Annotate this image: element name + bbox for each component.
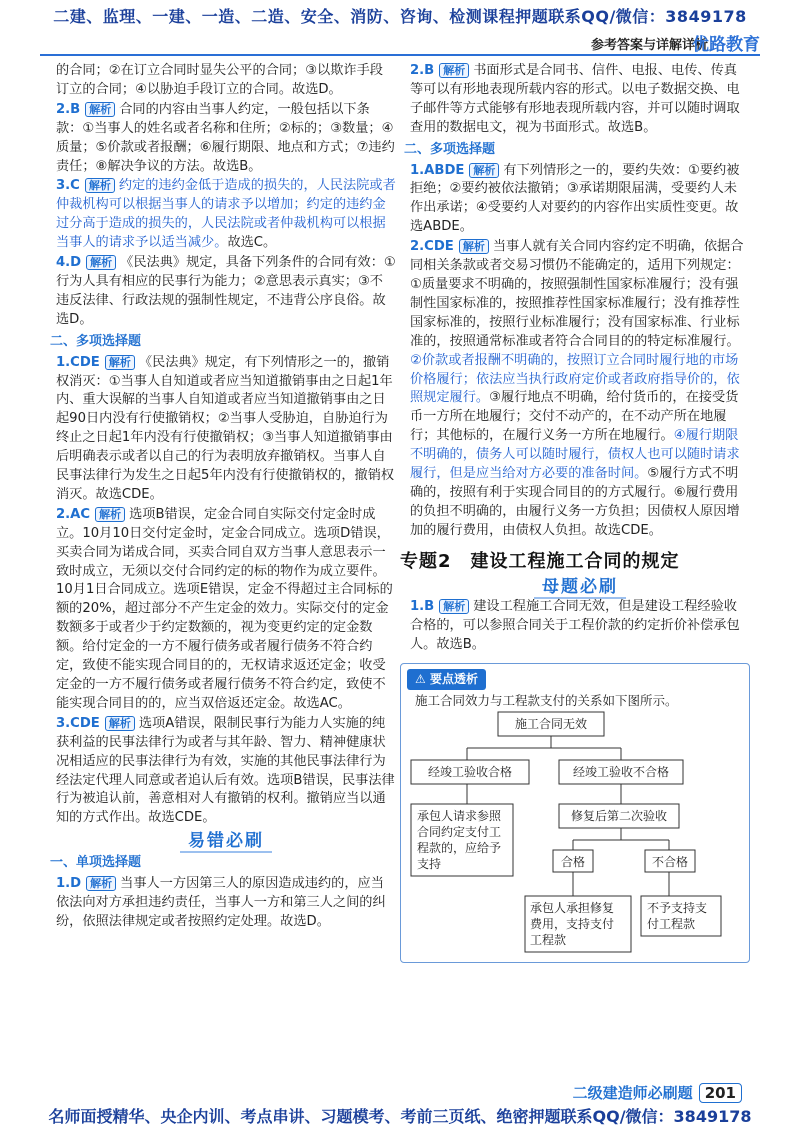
- answer-text: 选项A错误，限制民事行为能力人实施的纯获利益的民事法律行为或者与其年龄、智力、精神健康状况相适应的民事法律行为有效，实施的其他民事法律行为经法定代理人同意或者追认后有效。选项B错误，民事法律行为被追认前，善意相对人有撤销的权利。撤销应当以通知的方式作出。故选CDE。: [56, 715, 395, 826]
- right-column: [400, 62, 750, 963]
- answer-item: [56, 715, 396, 828]
- node-label: 修复后第二次验收: [570, 809, 668, 824]
- answer-text: 建设工程施工合同无效，但是建设工程经验收合格的，可以参照合同关于工程价款的约定折价补偿承包人。故选B。: [410, 599, 740, 653]
- node-label: 工程款: [530, 933, 567, 948]
- key-point-header: ⚠ 要点透析: [407, 669, 486, 690]
- node-label: 程款的，应给予: [417, 841, 502, 856]
- answer-item: [56, 354, 396, 505]
- highlighted-text: 约定的违约金低于造成的损失的，人民法院或者仲裁机构可以根据当事人的请求予以增加；约定的违约金过分高于造成的损失的，人民法院或者仲裁机构可以根据当事人的请求予以适当减少。: [56, 178, 396, 251]
- answer-text: ⑤履行方式不明确的，按照有利于实现合同目的的方式履行。⑥履行费用的负担不明确的，由履行义务一方负担；因债权人原因增加的履行费用，由债权人负担。故选CDE。: [410, 466, 740, 538]
- analysis-tag: 解析: [86, 876, 116, 891]
- answer-number: 1.D: [56, 876, 82, 892]
- top-ad-banner: 二建、监理、一建、一造、二造、安全、消防、咨询、检测课程押题联系QQ/微信：3849178: [53, 7, 747, 26]
- node-label: 合同约定支付工: [417, 825, 502, 840]
- node-label: 经竣工验收合格: [427, 765, 513, 780]
- answer-text: 《民法典》规定，有下列情形之一的，撤销权消灭：①当事人自知道或者应当知道撤销事由之日起1年内、重大误解的当事人自知道或者应当知道撤销事由之日起90日内没有行使撤销权；②当事人受胁迫，自胁迫行为终止之日起1年内没有行使撤销权；③当事人知道撤销事由后明确表示或者以自己的行为表明放弃撤销权。当事人自民事法律行为发生之日起5年内没有行使撤销权的，撤销权消灭。故选CDE。: [56, 354, 395, 502]
- analysis-tag: 解析: [459, 239, 489, 254]
- key-point-intro: 施工合同效力与工程款支付的关系如下图所示。: [415, 693, 678, 709]
- answer-item: [410, 62, 750, 138]
- band-label: 易错必刷: [180, 831, 272, 853]
- flow-diagram: [401, 704, 747, 964]
- answer-item: [56, 254, 396, 330]
- analysis-tag: 解析: [469, 163, 499, 178]
- answer-text: 书面形式是合同书、信件、电报、电传、传真等可以有形地表现所载内容的形式。以电子数据交换、电子邮件等方式能够有形地表现所载内容，并可以随时调取查用的数据电文，视为书面形式。故选B。: [410, 63, 740, 135]
- answer-item: [410, 238, 750, 541]
- analysis-tag: 解析: [85, 178, 115, 193]
- answer-text: 当事人一方因第三人的原因造成违约的，应当依法向对方承担违约责任，当事人一方和第三人之间的纠纷，依照法律规定或者按照约定处理。故选D。: [56, 876, 386, 929]
- answer-text: 有下列情形之一的，要约失效：①要约被拒绝；②要约被依法撤销；③承诺期限届满，受要约人未作出承诺；④受要约人对要约的内容作出实质性变更。故选ABDE。: [410, 162, 740, 235]
- answer-item: [410, 598, 750, 655]
- analysis-tag: 解析: [85, 102, 115, 117]
- answer-number: 3.CDE: [56, 715, 100, 731]
- bottom-ad-banner: 名师面授精华、央企内训、考点串讲、习题模考、考前三页纸、绝密押题联系QQ/微信：3849178: [48, 1107, 752, 1126]
- answer-item: [56, 177, 396, 253]
- highlighted-text: ②价款或者报酬不明确的，按照订立合同时履行地的市场价格履行；依法应当执行政府定价或者政府指导价的，依照规定履行。: [410, 352, 740, 406]
- analysis-tag: 解析: [95, 507, 125, 522]
- section-heading: 二、多项选择题: [404, 141, 496, 157]
- answer-item: [410, 162, 750, 238]
- node-label: 经竣工验收不合格: [572, 765, 670, 780]
- answer-item: [56, 875, 396, 932]
- left-column: [50, 62, 396, 933]
- header-rule: [40, 54, 760, 56]
- section-heading: 二、多项选择题: [50, 333, 142, 349]
- answer-item: [56, 101, 396, 177]
- answer-number: 1.ABDE: [410, 162, 465, 178]
- book-title: 二级建造师必刷题: [572, 1084, 693, 1102]
- answer-number: 2.CDE: [410, 239, 454, 255]
- answer-number: 2.B: [410, 63, 435, 78]
- answer-number: 1.CDE: [56, 354, 100, 370]
- section-band: [410, 578, 750, 597]
- key-point-box: [400, 663, 750, 963]
- key-point-label: 要点透析: [429, 672, 478, 687]
- highlighted-text: ④履行期限不明确的，债务人可以随时履行，债权人也可以随时请求履行，但是应当给对方必要的准备时间。: [410, 428, 740, 482]
- analysis-tag: 解析: [439, 63, 469, 78]
- topic-title: 专题2 建设工程施工合同的规定: [400, 550, 680, 572]
- answer-text: 故选C。: [227, 235, 277, 251]
- paragraph: 的合同；②在订立合同时显失公平的合同；③以欺诈手段订立的合同；④以胁迫手段订立的合同。故选D。: [56, 63, 383, 97]
- node-label: 不合格: [651, 855, 689, 870]
- node-label: 费用，支持支付: [530, 917, 615, 932]
- answer-text: 当事人就有关合同内容约定不明确，依据合同相关条款或者交易习惯仍不能确定的，适用下列规定：①质量要求不明确的，按照强制性国家标准履行；没有强制性国家标准的，按照推荐性国家标准履行；没有推荐性国家标准的，按照行业标准履行；没有国家标准、行业标准的，按照通常标准或者符合合同目的的特定标准履行。: [410, 239, 744, 349]
- section-subtitle: 参考答案与详解详析: [590, 38, 708, 53]
- answer-text: 《民法典》规定，具备下列条件的合同有效：①行为人具有相应的民事行为能力；②意思表示真实；③不违反法律、行政法规的强制性规定，不违背公序良俗。故选D。: [56, 255, 396, 327]
- node-label: 支持: [417, 857, 442, 872]
- answer-item: [56, 506, 396, 714]
- answer-number: 3.C: [56, 178, 80, 194]
- analysis-tag: 解析: [105, 355, 135, 370]
- answer-number: 2.AC: [56, 506, 91, 522]
- node-label: 承包人承担修复: [530, 901, 615, 916]
- section-heading: 一、单项选择题: [50, 855, 142, 871]
- answer-number: 4.D: [56, 255, 82, 271]
- answer-text: ③履行地点不明确，给付货币的，在接受货币一方所在地履行；交付不动产的，在不动产所在地履行；其他标的，在履行义务一方所在地履行。: [410, 390, 739, 444]
- publisher-logo: 优路教育: [692, 35, 760, 55]
- analysis-tag: 解析: [86, 255, 116, 270]
- answer-text: 合同的内容由当事人约定，一般包括以下条款：①当事人的姓名或者名称和住所；②标的；③数量；④质量；⑤价款或者报酬；⑥履行期限、地点和方式；⑦违约责任；⑧解决争议的方法。故选B。: [56, 101, 395, 174]
- node-label: 付工程款: [647, 917, 696, 932]
- node-label: 不予支持支: [647, 901, 708, 916]
- page-footer: [573, 1082, 742, 1103]
- node-label: 承包人请求参照: [417, 809, 502, 824]
- answer-number: 2.B: [56, 101, 81, 117]
- node-label: 合格: [560, 855, 586, 870]
- answer-text: 选项B错误，定金合同自实际交付定金时成立。10月10日交付定金时，定金合同成立。选项D错误，买卖合同为诺成合同，买卖合同自双方当事人意思表示一致时成立，无须以交付合同约定的标的物作为成立要件。10月1日合同成立。选项E错误，定金不得超过主合同标的额的20%，超过部分不产生定金的效力。实际交付的定金数额多于或者少于约定数额的，视为变更约定的定金数额。给付定金的一方不履行债务或者履行债务不符合约定，致使不能实现合同目的的，无权请求返还定金；收受定金的一方不履行债务或者履行债务不符合约定，致使不能实现合同目的的，应当双倍返还定金。故选AC。: [56, 506, 393, 711]
- analysis-tag: 解析: [439, 599, 469, 614]
- section-band: [56, 832, 396, 851]
- analysis-tag: 解析: [105, 716, 135, 731]
- band-label: 母题必刷: [534, 577, 626, 599]
- answer-number: 1.B: [410, 599, 435, 615]
- node-label: 施工合同无效: [514, 717, 588, 732]
- page-number: 201: [699, 1083, 742, 1103]
